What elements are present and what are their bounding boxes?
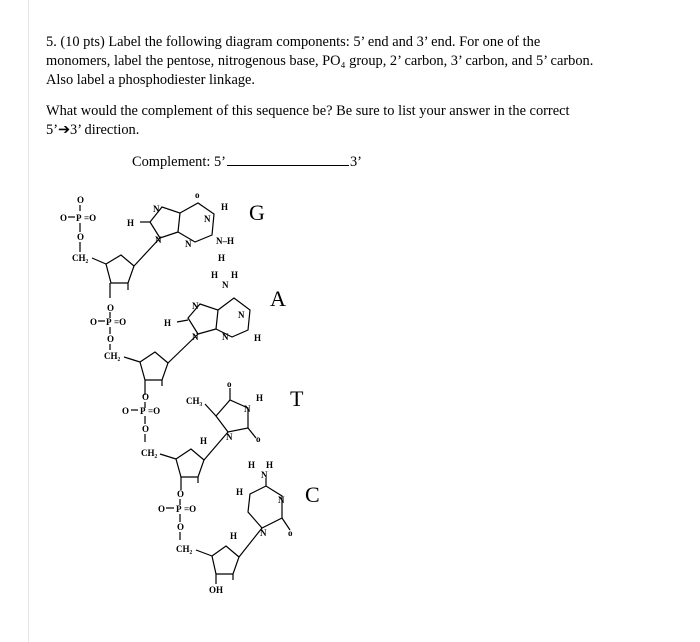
atom-o: o [195, 190, 200, 200]
atom-o: O [177, 522, 185, 532]
atom-o-minus: O [90, 317, 98, 327]
atom-o-minus: O [60, 213, 68, 223]
atom-o-minus: O [158, 504, 166, 514]
nucleotide-c [158, 460, 320, 595]
atom-o: O [77, 195, 85, 205]
question-line-4: What would the complement of this sequence be? Be sure to list your answer in the correct [46, 103, 570, 119]
atom-o-minus: O [122, 406, 130, 416]
atom-ch2: CH₂ [72, 253, 89, 263]
atom-h: H [230, 531, 238, 541]
atom-h: H [218, 253, 226, 263]
atom-n: N [260, 528, 267, 538]
atom-p: P [76, 213, 82, 223]
atom-n: N [222, 280, 229, 290]
atom-n: N [222, 332, 229, 342]
atom-eq-o: =O [84, 213, 97, 223]
atom-nh: N–H [216, 236, 234, 246]
atom-h: H [127, 218, 135, 228]
atom-n: N [204, 214, 211, 224]
base-letter-c: C [305, 482, 320, 507]
question-line-5: 5’➔3’ direction. [46, 122, 140, 138]
atom-h: H [231, 270, 239, 280]
atom-n: N [278, 495, 285, 505]
atom-o: o [227, 379, 232, 389]
atom-eq-o: =O [148, 406, 161, 416]
atom-p: P [106, 317, 112, 327]
atom-n: N [226, 432, 233, 442]
atom-o: O [77, 232, 85, 242]
atom-n: N [238, 310, 245, 320]
atom-n: N [153, 204, 160, 214]
atom-ch2: CH₂ [141, 448, 158, 458]
atom-h: H [266, 460, 274, 470]
atom-o: O [177, 489, 185, 499]
base-letter-a: A [270, 286, 286, 311]
question-line-1: 5. (10 pts) Label the following diagram components: 5’ end and 3’ end. For one of the [46, 34, 541, 50]
nucleotide-g [60, 190, 265, 298]
atom-o: O [107, 334, 115, 344]
atom-h: H [200, 436, 208, 446]
complement-prefix: Complement: 5’ [132, 154, 226, 170]
atom-n: N [192, 332, 199, 342]
atom-n: N [244, 404, 251, 414]
complement-suffix: 3’ [349, 154, 362, 170]
atom-p: P [176, 504, 182, 514]
atom-n: N [261, 470, 268, 480]
atom-h: H [211, 270, 219, 280]
question-line-2: monomers, label the pentose, nitrogenous base, PO₄ group, 2’ carbon, 3’ carbon, and 5’ carbon. [46, 53, 594, 69]
atom-eq-o: =O [184, 504, 197, 514]
atom-o: o [288, 528, 293, 538]
atom-o: O [107, 303, 115, 313]
question-line-3: Also label a phosphodiester linkage. [46, 72, 256, 88]
nucleotide-a [90, 270, 286, 395]
atom-o: O [142, 424, 150, 434]
nucleotide-t [122, 379, 304, 490]
atom-eq-o: =O [114, 317, 127, 327]
atom-h: H [164, 318, 172, 328]
atom-n: N [155, 235, 162, 245]
base-letter-t: T [290, 386, 304, 411]
atom-p: P [140, 406, 146, 416]
atom-ch2: CH₂ [104, 351, 121, 361]
atom-oh: OH [209, 585, 224, 595]
base-letter-g: G [249, 200, 265, 225]
atom-o: o [256, 434, 261, 444]
atom-h: H [236, 487, 244, 497]
atom-ch2: CH₂ [176, 544, 193, 554]
atom-o: O [142, 392, 150, 402]
atom-n: N [185, 239, 192, 249]
atom-h: H [254, 333, 262, 343]
atom-h: H [256, 393, 264, 403]
atom-ch3: CH₃ [186, 396, 203, 406]
atom-h: H [248, 460, 256, 470]
atom-h: H [221, 202, 229, 212]
atom-n: N [192, 301, 199, 311]
